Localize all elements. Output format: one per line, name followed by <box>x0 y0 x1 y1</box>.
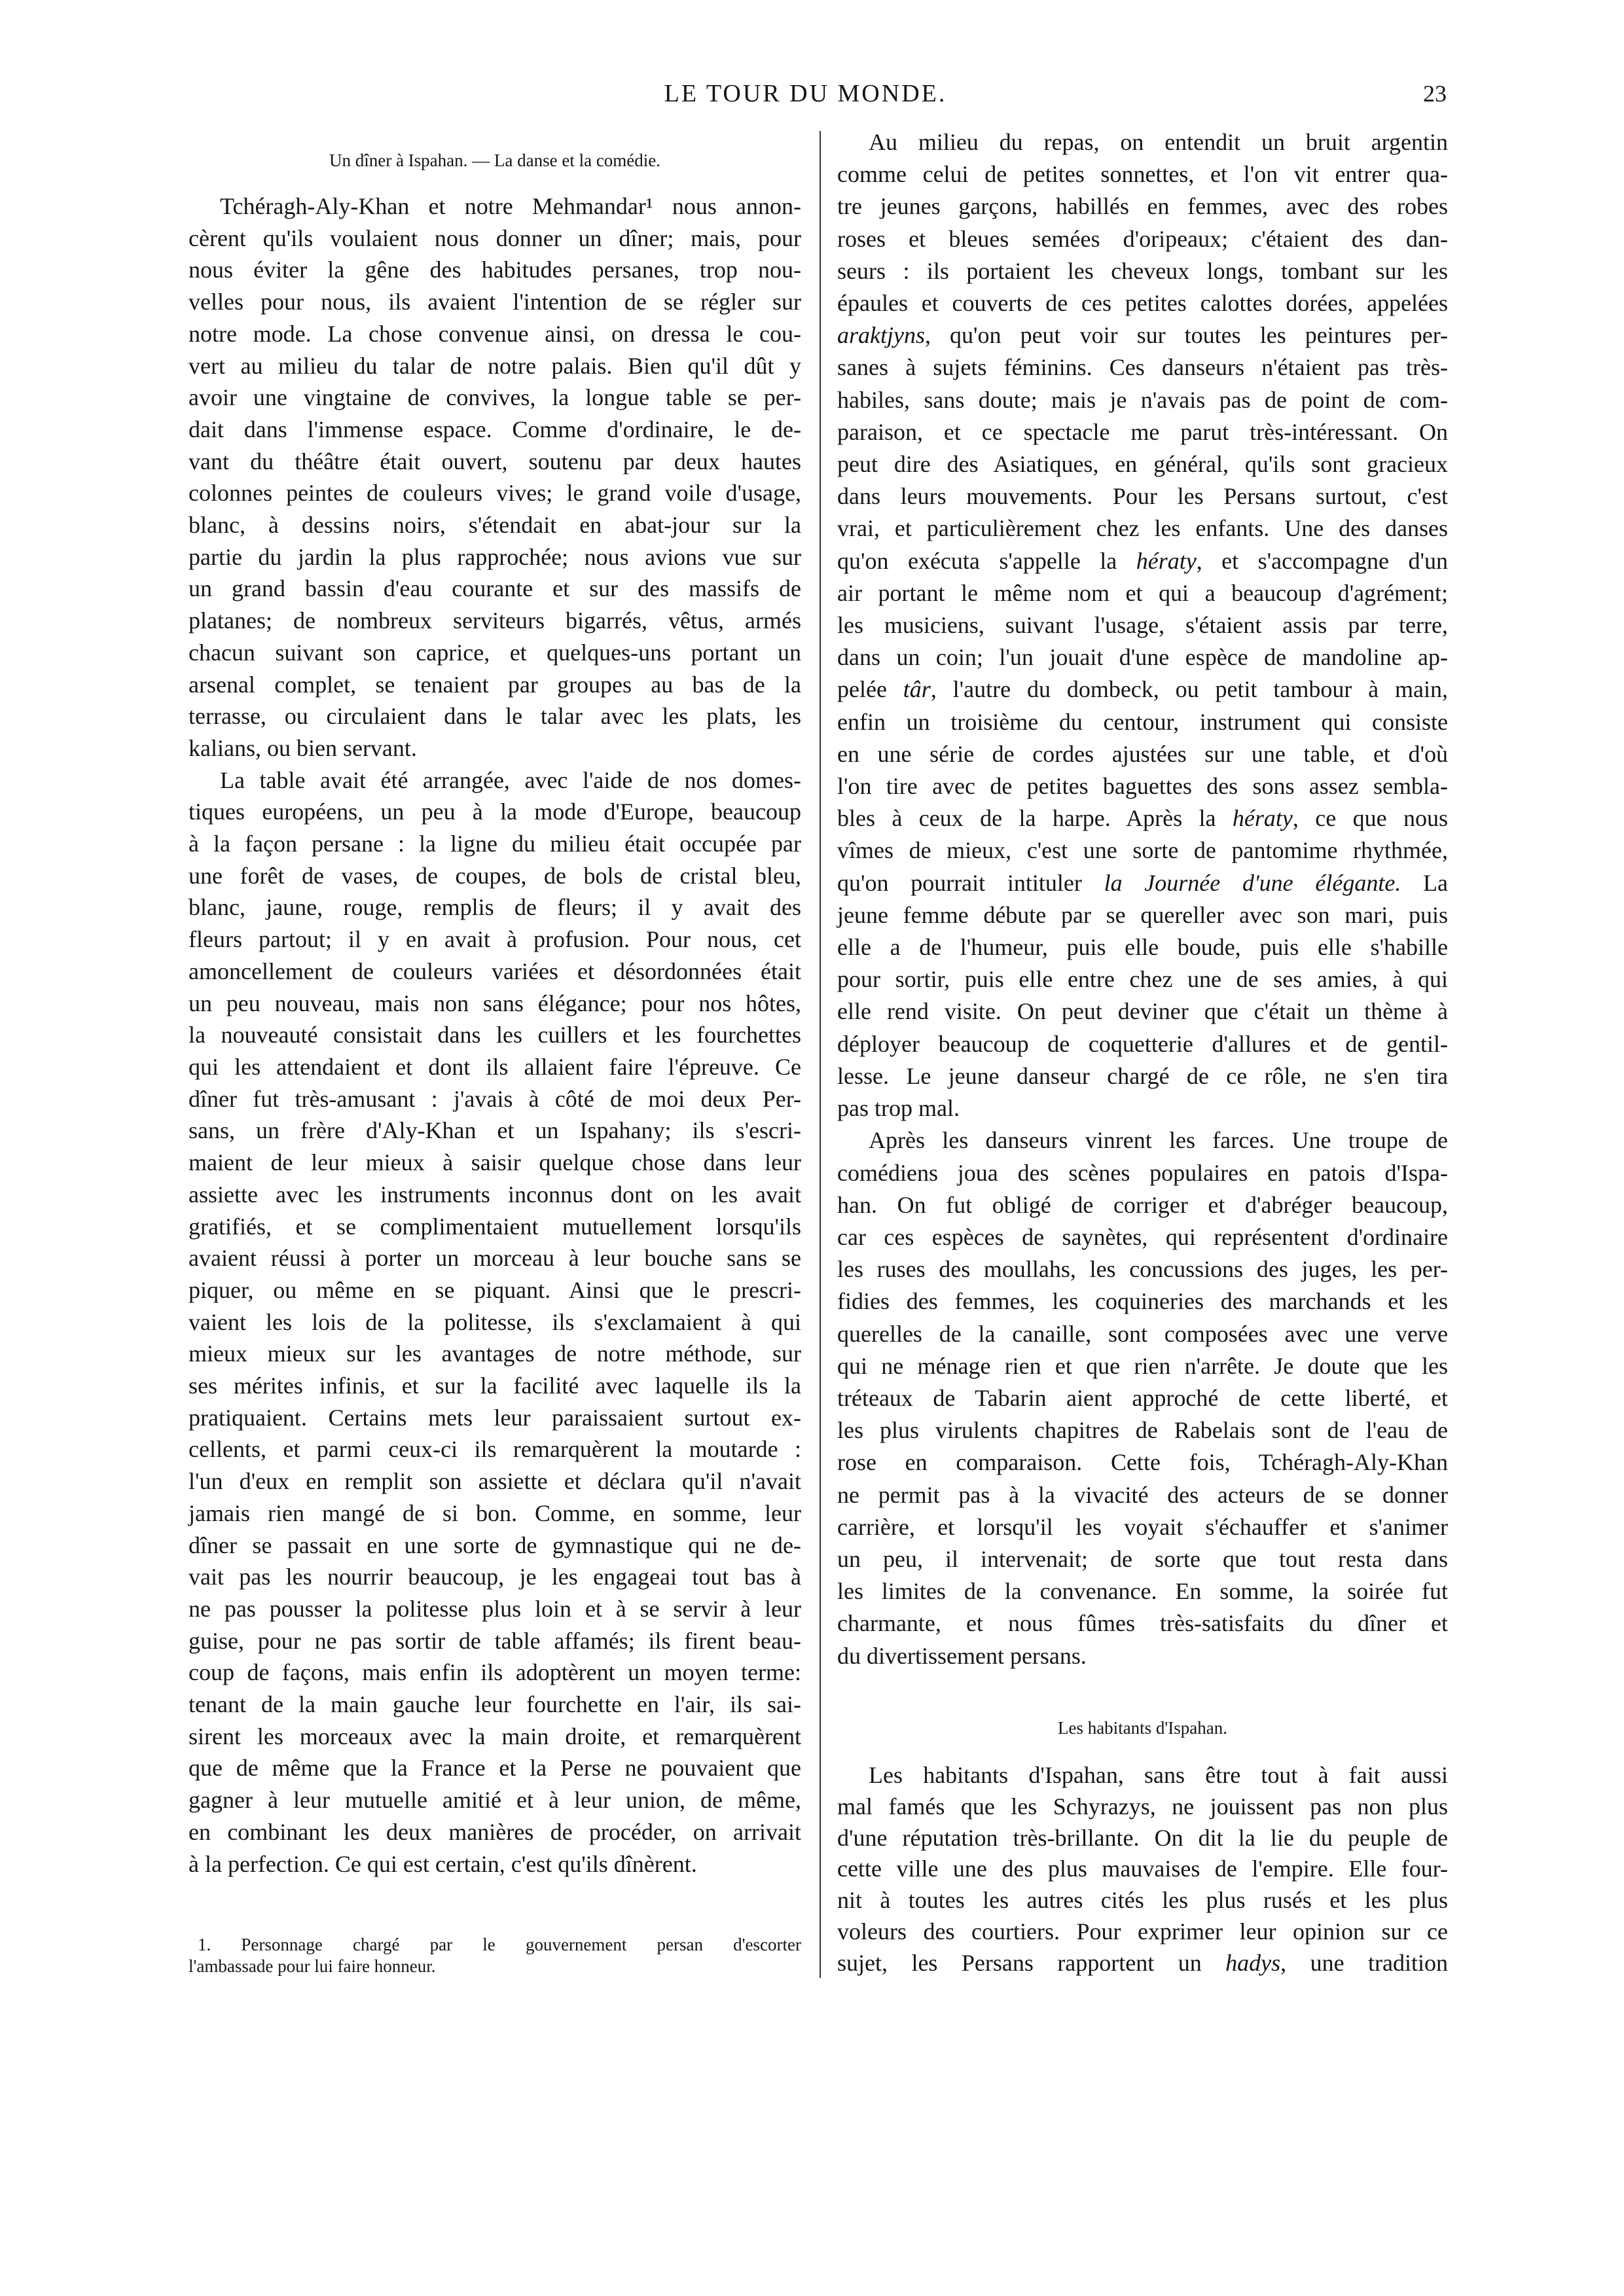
text-line: la nouveauté consistait dans les cuillers et les fourchettes <box>189 1022 801 1049</box>
section-heading-habitants: Les habitants d'Ispahan. <box>1057 1718 1228 1738</box>
text-line: pour sortir, puis elle entre chez une de ses amies, à qui <box>837 966 1448 993</box>
running-head <box>0 77 1624 110</box>
text-line: dîner fut très-amusant : j'avais à côté de moi deux Per- <box>189 1085 801 1112</box>
text-line: amoncellement de couleurs variées et désordonnées était <box>189 958 801 984</box>
text-line: en combinant les deux manières de procéder, on arrivait <box>189 1818 801 1845</box>
right-column-text <box>837 126 1448 1672</box>
text-line: pratiquaient. Certains mets leur paraissaient surtout ex- <box>189 1404 801 1431</box>
text-line: nous éviter la gêne des habitudes persanes, trop nou- <box>189 257 801 283</box>
text-line: elle rend visite. On peut deviner que c'était un thème à <box>837 998 1448 1025</box>
right-column-text-habitants <box>837 1760 1448 1979</box>
text-line: Au milieu du repas, on entendit un bruit argentin <box>869 129 1448 155</box>
text-line: nit à toutes les autres cités les plus rusés et les plus <box>837 1887 1448 1914</box>
text-line: avoir une vingtaine de convives, la longue table se per- <box>189 384 801 411</box>
text-line: bles à ceux de la harpe. Après la hératy, ce que nous <box>837 805 1448 832</box>
text-line: roses et bleues semées d'oripeaux; c'étaient des dan- <box>837 225 1448 252</box>
text-line: habiles, sans doute; mais je n'avais pas de point de com- <box>837 386 1448 413</box>
text-line: qu'on exécuta s'appelle la hératy, et s'accompagne d'un <box>837 547 1448 574</box>
text-line: vant du théâtre était ouvert, soutenu par deux hautes <box>189 448 801 475</box>
text-line: vert au milieu du talar de notre palais. Bien qu'il dût y <box>189 352 801 379</box>
text-line: Après les danseurs vinrent les farces. Une troupe de <box>869 1127 1448 1154</box>
text-line: jeune femme débute par se quereller avec son mari, puis <box>837 901 1448 928</box>
text-line: à la perfection. Ce qui est certain, c'est qu'ils dînèrent. <box>189 1850 697 1877</box>
text-line: tiques européens, un peu à la mode d'Europe, beaucoup <box>189 798 801 825</box>
text-line: sans, un frère d'Aly-Khan et un Ispahany; ils s'escri- <box>189 1117 801 1144</box>
text-line: vîmes de mieux, c'est une sorte de pantomime rhythmée, <box>837 837 1448 864</box>
text-line: jamais rien mangé de si bon. Comme, en somme, leur <box>189 1499 801 1526</box>
text-line: épaules et couverts de ces petites calottes dorées, appelées <box>837 290 1448 317</box>
text-line: peut dire des Asiatiques, en général, qu'ils sont gracieux <box>837 451 1448 478</box>
text-line: La table avait été arrangée, avec l'aide de nos domes- <box>220 766 801 793</box>
text-line: un peu, il intervenait; de sorte que tout resta dans <box>837 1545 1448 1572</box>
text-line: les ruses des moullahs, les concussions des juges, les per- <box>837 1256 1448 1283</box>
text-line: du divertissement persans. <box>837 1642 1087 1669</box>
text-line: colonnes peintes de couleurs vives; le grand voile d'usage, <box>189 480 801 507</box>
italic-term: araktjyns <box>837 322 925 349</box>
paragraph <box>189 1934 801 1977</box>
text-line: han. On fut obligé de corriger et d'abréger beaucoup, <box>837 1191 1448 1218</box>
text-line: qu'on pourrait intituler la Journée d'une élégante. La <box>837 869 1448 896</box>
italic-term: la Journée d'une élégante. <box>1104 869 1401 896</box>
italic-term: hadys <box>1225 1949 1281 1976</box>
text-line: pas trop mal. <box>837 1095 960 1122</box>
text-line: qui les attendaient et dont ils allaient faire l'épreuve. Ce <box>189 1053 801 1080</box>
text-line: cette ville une des plus mauvaises de l'empire. Elle four- <box>837 1856 1448 1882</box>
text-line: ne permit pas à la vivacité des acteurs de se donner <box>837 1481 1448 1508</box>
text-line: l'ambassade pour lui faire honneur. <box>189 1956 436 1976</box>
text-line: en une série de cordes ajustées sur une table, et d'où <box>837 740 1448 767</box>
text-line: notre mode. La chose convenue ainsi, on dressa le cou- <box>189 320 801 347</box>
text-line: velles pour nous, ils avaient l'intention de se régler sur <box>189 289 801 315</box>
text-line: assiette avec les instruments inconnus dont on les avait <box>189 1181 801 1208</box>
text-line: déployer beaucoup de coquetterie d'allures et de gentil- <box>837 1030 1448 1057</box>
text-line: querelles de la canaille, sont composées avec une verve <box>837 1320 1448 1347</box>
text-line: les limites de la convenance. En somme, la soirée fut <box>837 1578 1448 1605</box>
text-line: d'une réputation très-brillante. On dit la lie du peuple de <box>837 1824 1448 1851</box>
paragraph <box>837 126 1448 1124</box>
text-line: charmante, et nous fûmes très-satisfaits du dîner et <box>837 1610 1448 1637</box>
left-column-text <box>189 190 801 1880</box>
text-line: vait pas les nourrir beaucoup, je les engageai tout bas à <box>189 1564 801 1590</box>
paragraph <box>189 190 801 764</box>
text-line: elle a de l'humeur, puis elle boude, puis elle s'habille <box>837 934 1448 961</box>
text-line: cèrent qu'ils voulaient nous donner un dîner; mais, pour <box>189 224 801 251</box>
paragraph <box>837 1124 1448 1672</box>
text-line: Tchéragh-Aly-Khan et notre Mehmandar¹ nous annon- <box>220 193 801 219</box>
paragraph <box>837 1760 1448 1979</box>
text-line: tréteaux de Tabarin aient approché de cette liberté, et <box>837 1384 1448 1411</box>
text-line: gagner à leur mutuelle amitié et à leur union, de même, <box>189 1787 801 1814</box>
text-line: seurs : ils portaient les cheveux longs, tombant sur les <box>837 257 1448 284</box>
page-number: 23 <box>1423 81 1447 107</box>
text-line: que de même que la France et la Perse ne pouvaient que <box>189 1755 801 1782</box>
italic-term: hératy <box>1232 805 1293 832</box>
text-line: paraison, et ce spectacle me parut très-intéressant. On <box>837 418 1448 445</box>
text-line: l'on tire avec de petites baguettes des sons assez sembla- <box>837 773 1448 800</box>
text-line: dans un coin; l'un jouait d'une espèce de mandoline ap- <box>837 644 1448 671</box>
text-line: pelée târ, l'autre du dombeck, ou petit tambour à main, <box>837 676 1448 703</box>
text-line: sirent les morceaux avec la main droite, et remarquèrent <box>189 1723 801 1749</box>
text-line: vrai, et particulièrement chez les enfants. Une des danses <box>837 515 1448 542</box>
text-line: gratifiés, et se complimentaient mutuellement lorsqu'ils <box>189 1213 801 1240</box>
text-line: platanes; de nombreux serviteurs bigarrés, vêtus, armés <box>189 607 801 634</box>
text-line: enfin un troisième du centour, instrument qui consiste <box>837 708 1448 735</box>
text-line: cellents, et parmi ceux-ci ils remarquèrent la moutarde : <box>189 1436 801 1463</box>
text-line: 1. Personnage chargé par le gouvernement persan d'escorter <box>198 1935 801 1954</box>
text-line: dans leurs mouvements. Pour les Persans surtout, c'est <box>837 483 1448 510</box>
text-line: Les habitants d'Ispahan, sans être tout à fait aussi <box>869 1762 1448 1788</box>
text-line: maient de leur mieux à saisir quelque chose dans leur <box>189 1149 801 1176</box>
text-line: ses mérites infinis, et sur la facilité avec laquelle ils la <box>189 1372 801 1399</box>
text-line: vaient les lois de la politesse, ils s'exclamaient à qui <box>189 1308 801 1335</box>
text-line: fidies des femmes, les coquineries des marchands et les <box>837 1288 1448 1315</box>
column-divider <box>820 131 821 1978</box>
text-line: ne pas pousser la politesse plus loin et à se servir à leur <box>189 1595 801 1622</box>
paragraph <box>189 764 801 1880</box>
text-line: les plus virulents chapitres de Rabelais sont de l'eau de <box>837 1417 1448 1444</box>
text-line: araktjyns, qu'on peut voir sur toutes les peintures per- <box>837 322 1448 349</box>
text-line: chacun suivant son caprice, et quelques-uns portant un <box>189 639 801 666</box>
text-line: les musiciens, suivant l'usage, s'étaient assis par terre, <box>837 612 1448 639</box>
text-line: tre jeunes garçons, habillés en femmes, avec des robes <box>837 193 1448 220</box>
text-line: comme celui de petites sonnettes, et l'on vit entrer qua- <box>837 161 1448 188</box>
text-line: rose en comparaison. Cette fois, Tchéragh-Aly-Khan <box>837 1449 1448 1476</box>
italic-term: hératy <box>1136 547 1197 574</box>
text-line: piquer, ou même en se piquant. Ainsi que le prescri- <box>189 1276 801 1303</box>
text-line: carrière, et lorsqu'il les voyait s'échauffer et s'animer <box>837 1513 1448 1540</box>
text-line: car ces espèces de saynètes, qui représentent d'ordinaire <box>837 1223 1448 1250</box>
text-line: coup de façons, mais enfin ils adoptèrent un moyen terme: <box>189 1659 801 1686</box>
italic-term: târ <box>903 676 931 703</box>
text-line: sujet, les Persans rapportent un hadys, une tradition <box>837 1949 1449 1976</box>
text-line: avaient réussi à porter un morceau à leur bouche sans se <box>189 1245 801 1272</box>
text-line: tenant de la main gauche leur fourchette en l'air, ils sai- <box>189 1691 801 1718</box>
text-line: qui ne ménage rien et que rien n'arrête. Je doute que les <box>837 1352 1448 1379</box>
text-line: dait dans l'immense espace. Comme d'ordinaire, le de- <box>189 416 801 442</box>
text-line: l'un d'eux en remplit son assiette et déclara qu'il n'avait <box>189 1468 801 1495</box>
text-line: dîner se passait en une sorte de gymnastique qui ne de- <box>189 1532 801 1558</box>
text-line: un grand bassin d'eau courante et sur des massifs de <box>189 575 801 602</box>
text-line: terrasse, ou circulaient dans le talar avec les plats, les <box>189 703 801 730</box>
text-line: air portant le même nom et qui a beaucoup d'agrément; <box>837 579 1448 606</box>
text-line: arsenal complet, se tenaient par groupes au bas de la <box>189 671 801 698</box>
text-line: partie du jardin la plus rapprochée; nous avions vue sur <box>189 543 801 570</box>
text-line: kalians, ou bien servant. <box>189 734 417 761</box>
text-line: lesse. Le jeune danseur chargé de ce rôle, ne s'en tira <box>837 1062 1448 1089</box>
text-line: mieux mieux sur les avantages de notre méthode, sur <box>189 1340 801 1367</box>
section-heading-diner: Un dîner à Ispahan. — La danse et la comédie. <box>329 151 661 170</box>
text-line: comédiens joua des scènes populaires en patois d'Ispa- <box>837 1159 1448 1186</box>
text-line: un peu nouveau, mais non sans élégance; pour nos hôtes, <box>189 990 801 1016</box>
journal-title: LE TOUR DU MONDE. <box>664 80 947 107</box>
text-line: sanes à sujets féminins. Ces danseurs n'étaient pas très- <box>837 354 1448 381</box>
text-line: une forêt de vases, de coupes, de bols de cristal bleu, <box>189 862 801 889</box>
text-line: blanc, à dessins noirs, s'étendait en abat-jour sur la <box>189 512 801 539</box>
text-line: à la façon persane : la ligne du milieu était occupée par <box>189 831 801 857</box>
text-line: voleurs des courtiers. Pour exprimer leur opinion sur ce <box>837 1918 1448 1945</box>
text-line: guise, pour ne pas sortir de table affamés; ils firent beau- <box>189 1627 801 1654</box>
footnote <box>189 1934 801 1977</box>
text-line: blanc, jaune, rouge, remplis de fleurs; il y avait des <box>189 894 801 921</box>
text-line: mal famés que les Schyrazys, ne jouissent pas non plus <box>837 1793 1448 1820</box>
text-line: fleurs partout; il y en avait à profusion. Pour nous, cet <box>189 926 801 953</box>
